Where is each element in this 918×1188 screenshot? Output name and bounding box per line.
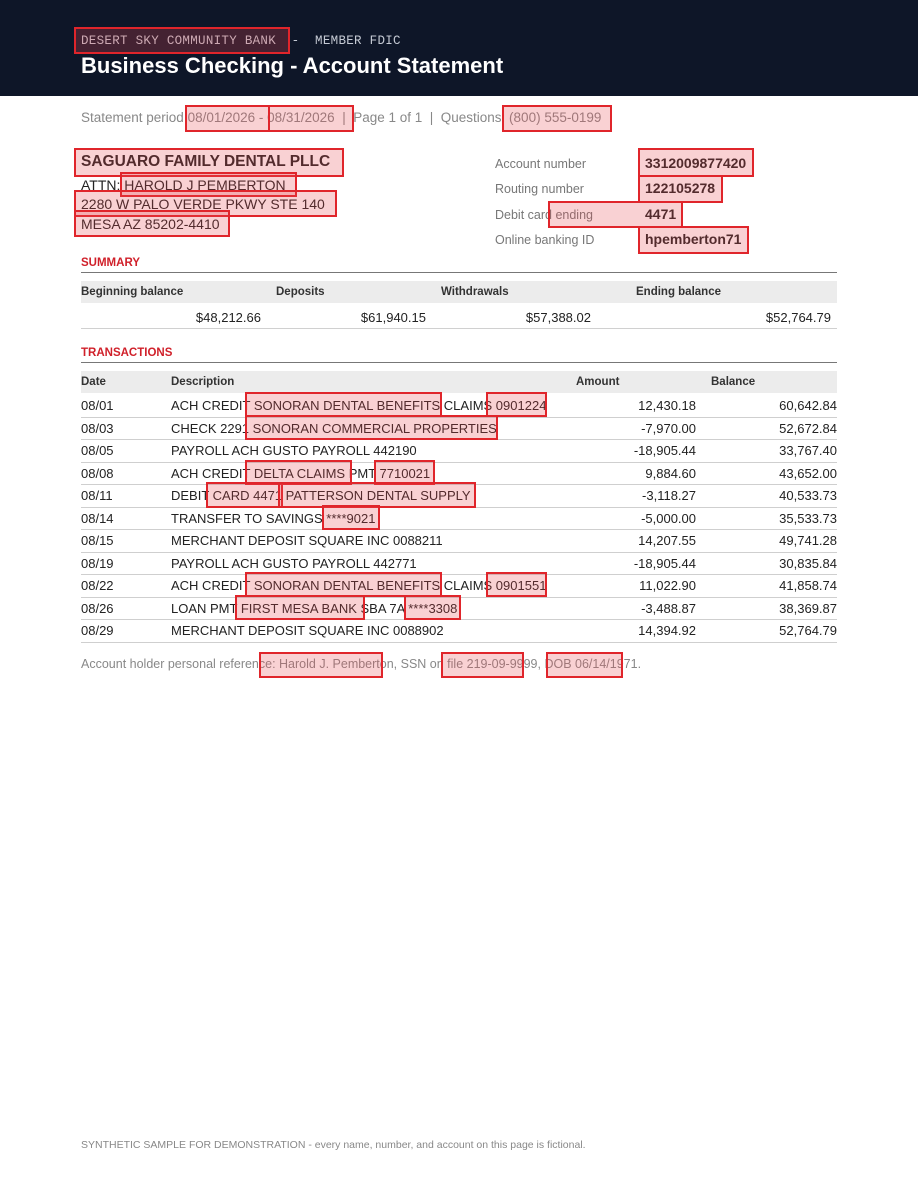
table-row [81,439,837,463]
tx-description: DEBIT CARD 4471 PATTERSON DENTAL SUPPLY [171,488,471,503]
tx-date: 08/05 [81,443,114,458]
tx-col-description: Description [171,376,235,388]
summary-deposits-value: $61,940.15 [360,310,426,325]
debit-card-value: 4471 [645,206,677,222]
tx-amount: 12,430.18 [638,398,696,413]
highlight-tx1-payer [245,392,442,417]
highlight-tx5-card [206,482,283,508]
table-row [81,552,837,576]
highlight-phone [502,105,612,132]
tx-col-balance: Balance [711,376,756,388]
tx-amount: -3,488.87 [641,600,696,616]
transactions-header-row [81,371,837,393]
tx-date: 08/14 [81,510,114,526]
tx-col-date: Date [81,376,106,388]
tx-description: TRANSFER TO SAVINGS ****9021 [171,510,376,526]
debit-card-label: Debit card ending [495,208,593,222]
tx-date: 08/08 [81,465,114,481]
tx-balance: 33,767.40 [779,443,837,458]
tx-balance: 35,533.73 [779,510,837,526]
tx-amount: 9,884.60 [645,465,696,481]
account-number-value: 3312009877420 [645,155,747,171]
tx-amount: 11,022.90 [639,578,696,593]
tx-description: ACH CREDIT DELTA CLAIMS PMT 7710021 [171,465,431,481]
highlight-period-end [268,105,354,132]
tx-balance: 52,672.84 [779,420,837,436]
summary-header-row [81,281,837,303]
summary-beginning-value: $48,212.66 [195,310,261,325]
tx-description: LOAN PMT FIRST MESA BANK SBA 7A ****3308 [171,600,458,616]
summary-withdrawals-value: $57,388.02 [525,310,591,325]
summary-col-beginning: Beginning balance [81,286,184,298]
document-title: Business Checking - Account Statement [81,53,504,78]
highlight-ref-ssn [441,652,524,678]
highlight-tx9-payer [245,572,442,597]
tx-balance: 41,858.74 [779,578,837,593]
table-row [81,507,837,531]
highlight-city [74,210,230,237]
tx-description: PAYROLL ACH GUSTO PAYROLL 442190 [171,443,417,458]
highlight-tx9-ref [486,572,547,597]
highlight-tx10-account [404,595,461,620]
tx-amount: -5,000.00 [641,510,696,526]
reference-note: Account holder personal reference: Harold J. Pemberton, SSN on file 219-09-9999, DOB 06/14/1971. [81,657,642,671]
summary-col-deposits: Deposits [276,286,325,298]
transactions-rule [81,362,837,363]
tx-balance: 60,642.84 [779,398,837,413]
table-row [81,394,837,418]
statement-period: Statement period 08/01/2026 - 08/31/2026 | Page 1 of 1 | Questions: (800) 555-0199 [81,110,602,125]
transactions-heading: TRANSACTIONS [81,347,173,359]
highlight-bank-name [74,27,290,54]
highlight-tx6-account [322,505,380,530]
tx-description: PAYROLL ACH GUSTO PAYROLL 442771 [171,555,417,571]
summary-col-withdrawals: Withdrawals [441,286,509,298]
customer-name: SAGUARO FAMILY DENTAL PLLC [81,153,331,170]
highlight-tx1-ref [486,392,547,417]
tx-col-amount: Amount [576,376,620,388]
highlight-ref-name [259,652,383,678]
tx-description: ACH CREDIT SONORAN DENTAL BENEFITS CLAIMS 0901551 [171,578,547,593]
highlight-routing-number [638,175,723,203]
tx-amount: -3,118.27 [642,488,696,503]
summary-ending-value: $52,764.79 [765,310,831,325]
tx-balance: 38,369.87 [779,600,837,616]
highlight-debit-card [548,201,683,228]
customer-city: MESA AZ 85202-4410 [81,216,220,232]
tx-date: 08/29 [81,623,114,638]
tx-amount: -7,970.00 [641,420,696,436]
summary-col-ending: Ending balance [636,286,721,298]
tx-balance: 52,764.79 [779,623,837,638]
bank-fdic: - MEMBER FDIC [276,34,401,48]
summary-rule [81,272,837,273]
tx-balance: 43,652.00 [779,465,837,481]
highlight-account-number [638,148,754,177]
tx-date: 08/26 [81,600,114,616]
tx-amount: -18,905.44 [633,555,696,571]
tx-date: 08/22 [81,578,114,593]
customer-street: 2280 W PALO VERDE PKWY STE 140 [81,196,325,212]
tx-amount: 14,394.92 [638,623,696,638]
routing-number-value: 122105278 [645,180,716,196]
highlight-tx10-lender [235,595,365,620]
bank-name: DESERT SKY COMMUNITY BANK [81,34,277,48]
highlight-period-start [185,105,270,132]
summary-heading: SUMMARY [81,257,140,269]
summary-divider [81,328,837,329]
footer-disclaimer: SYNTHETIC SAMPLE FOR DEMONSTRATION - every name, number, and account on this page is fictional. [81,1139,586,1151]
table-row [81,619,837,643]
tx-amount: 14,207.55 [638,533,696,548]
tx-date: 08/11 [81,488,113,503]
tx-balance: 49,741.28 [779,533,837,548]
online-id-value: hpemberton71 [645,231,742,247]
customer-attn: ATTN: HAROLD J PEMBERTON [81,177,286,193]
tx-description: ACH CREDIT SONORAN DENTAL BENEFITS CLAIMS 0901224 [171,398,547,413]
routing-number-label: Routing number [495,182,584,196]
highlight-ref-dob [546,652,623,678]
online-id-label: Online banking ID [495,233,595,247]
tx-date: 08/01 [81,398,114,413]
tx-date: 08/15 [81,533,114,548]
tx-balance: 40,533.73 [779,488,837,503]
table-row [81,529,837,553]
tx-amount: -18,905.44 [633,443,696,458]
tx-description: CHECK 2291 SONORAN COMMERCIAL PROPERTIES [171,420,497,436]
highlight-tx2-payee [245,415,498,440]
table-row [81,574,837,598]
account-number-label: Account number [495,157,587,171]
tx-balance: 30,835.84 [779,555,837,571]
tx-date: 08/03 [81,420,114,436]
tx-description: MERCHANT DEPOSIT SQUARE INC 0088902 [171,623,444,638]
tx-date: 08/19 [81,555,114,571]
highlight-online-id [638,226,749,254]
tx-description: MERCHANT DEPOSIT SQUARE INC 0088211 [171,533,443,548]
